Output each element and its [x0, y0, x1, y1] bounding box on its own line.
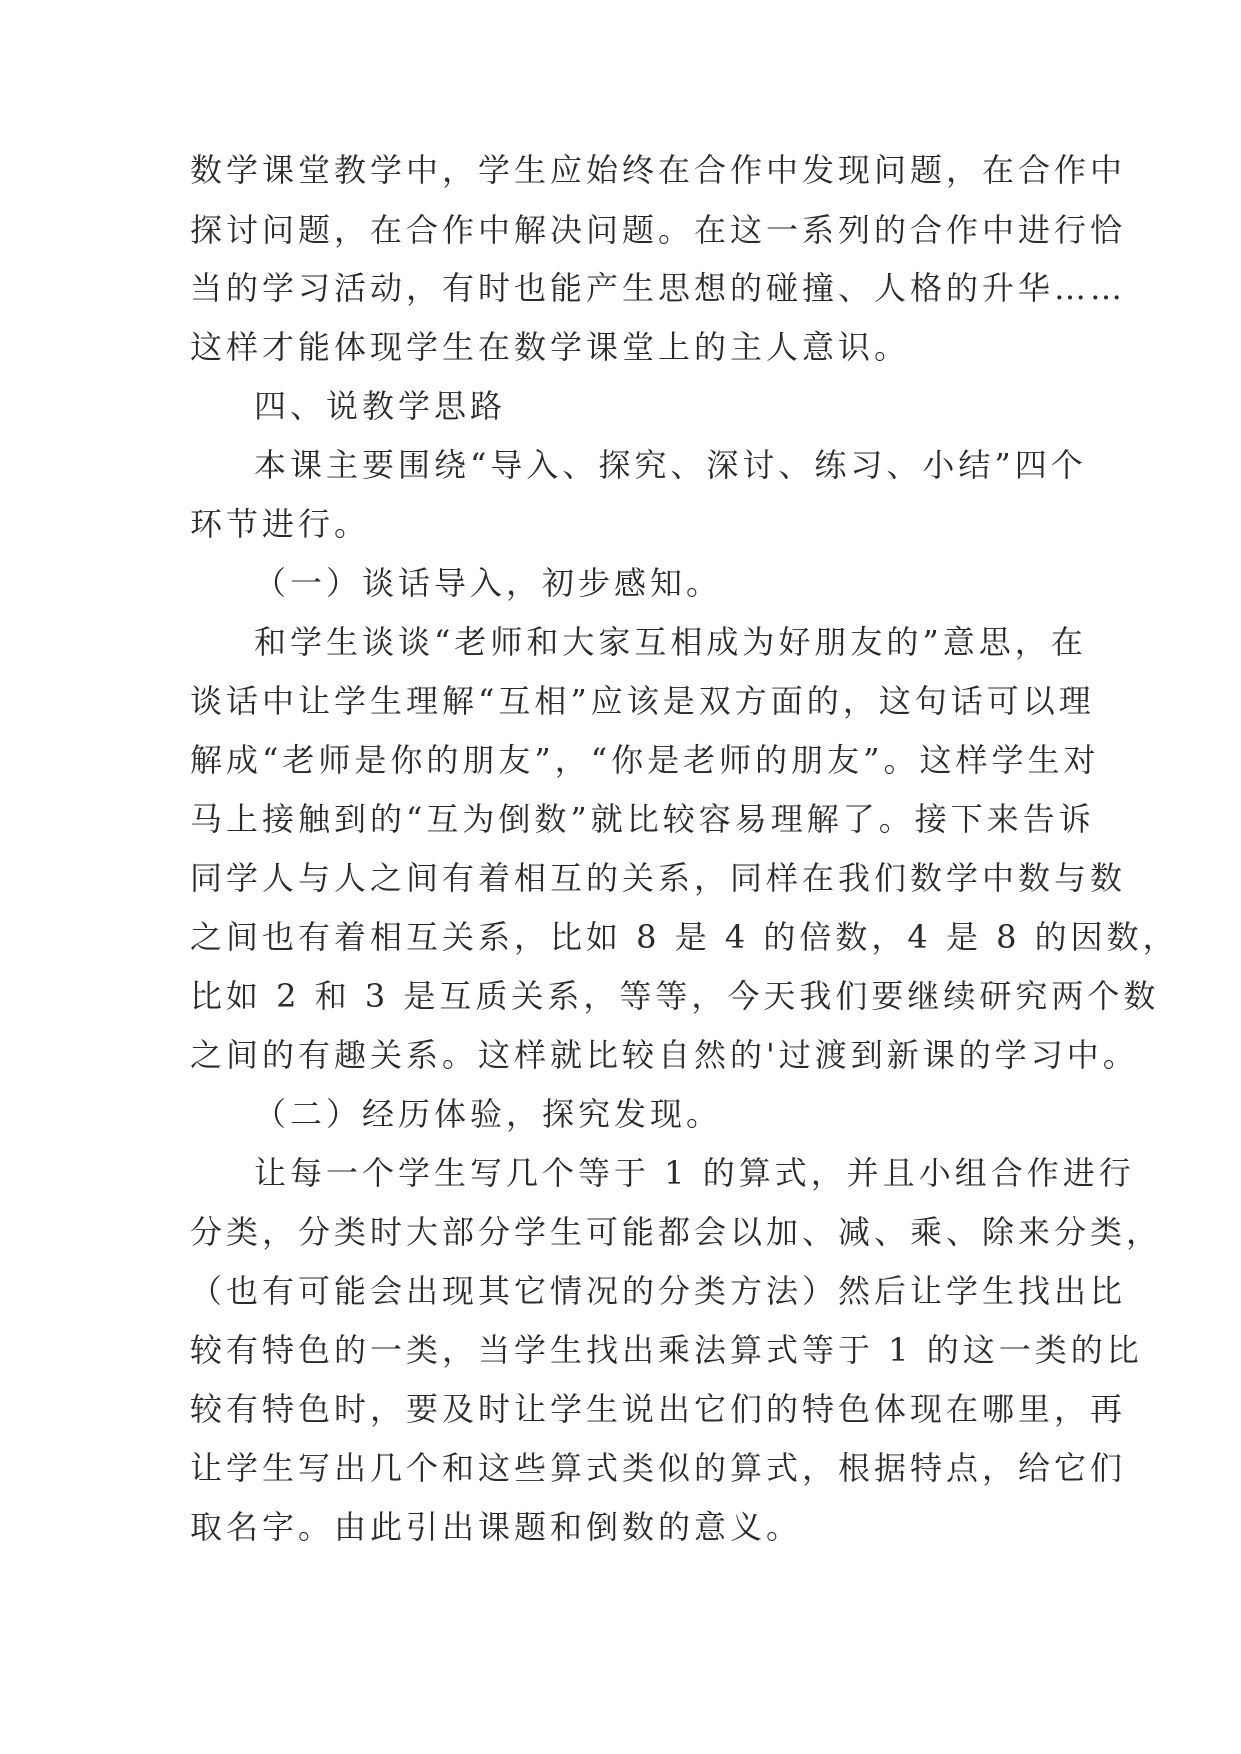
text-line: 较有特色的一类，当学生找出乘法算式等于 1 的这一类的比 — [190, 1331, 1143, 1369]
text-line: 本课主要围绕“导入、探究、深讨、练习、小结”四个 — [254, 446, 1087, 484]
text-line: 比如 2 和 3 是互质关系，等等，今天我们要继续研究两个数 — [190, 977, 1160, 1015]
text-line: 和学生谈谈“老师和大家互相成为好朋友的”意思，在 — [254, 623, 1087, 661]
text-line: 解成“老师是你的朋友”，“你是老师的朋友”。这样学生对 — [190, 741, 1100, 779]
text-line: 取名字。由此引出课题和倒数的意义。 — [190, 1508, 803, 1546]
text-line: 数学课堂教学中，学生应始终在合作中发现问题，在合作中 — [190, 151, 1127, 189]
text-line: 之间也有着相互关系，比如 8 是 4 的倍数，4 是 8 的因数， — [190, 918, 1179, 956]
section-heading: 四、说教学思路 — [254, 387, 507, 425]
text-line: 之间的有趣关系。这样就比较自然的'过渡到新课的学习中。 — [190, 1036, 1139, 1074]
text-line: 当的学习活动，有时也能产生思想的碰撞、人格的升华…… — [190, 269, 1127, 307]
text-line: 马上接触到的“互为倒数”就比较容易理解了。接下来告诉 — [190, 800, 1095, 838]
text-line: 较有特色时，要及时让学生说出它们的特色体现在哪里，再 — [190, 1390, 1127, 1428]
text-line: 让每一个学生写几个等于 1 的算式，并且小组合作进行 — [254, 1154, 1135, 1192]
text-line: 同学人与人之间有着相互的关系，同样在我们数学中数与数 — [190, 859, 1127, 897]
text-line: 让学生写出几个和这些算式类似的算式，根据特点，给它们 — [190, 1449, 1127, 1487]
text-line: 谈话中让学生理解“互相”应该是双方面的，这句话可以理 — [190, 682, 1095, 720]
text-line: 探讨问题，在合作中解决问题。在这一系列的合作中进行恰 — [190, 211, 1127, 249]
text-line: 这样才能体现学生在数学课堂上的主人意识。 — [190, 328, 911, 366]
text-line: 环节进行。 — [190, 505, 371, 543]
text-line: 分类，分类时大部分学生可能都会以加、减、乘、除来分类， — [190, 1213, 1163, 1251]
subsection-heading: （一）谈话导入，初步感知。 — [254, 564, 723, 602]
text-line: （也有可能会出现其它情况的分类方法）然后让学生找出比 — [190, 1272, 1127, 1310]
subsection-heading: （二）经历体验，探究发现。 — [254, 1095, 723, 1133]
